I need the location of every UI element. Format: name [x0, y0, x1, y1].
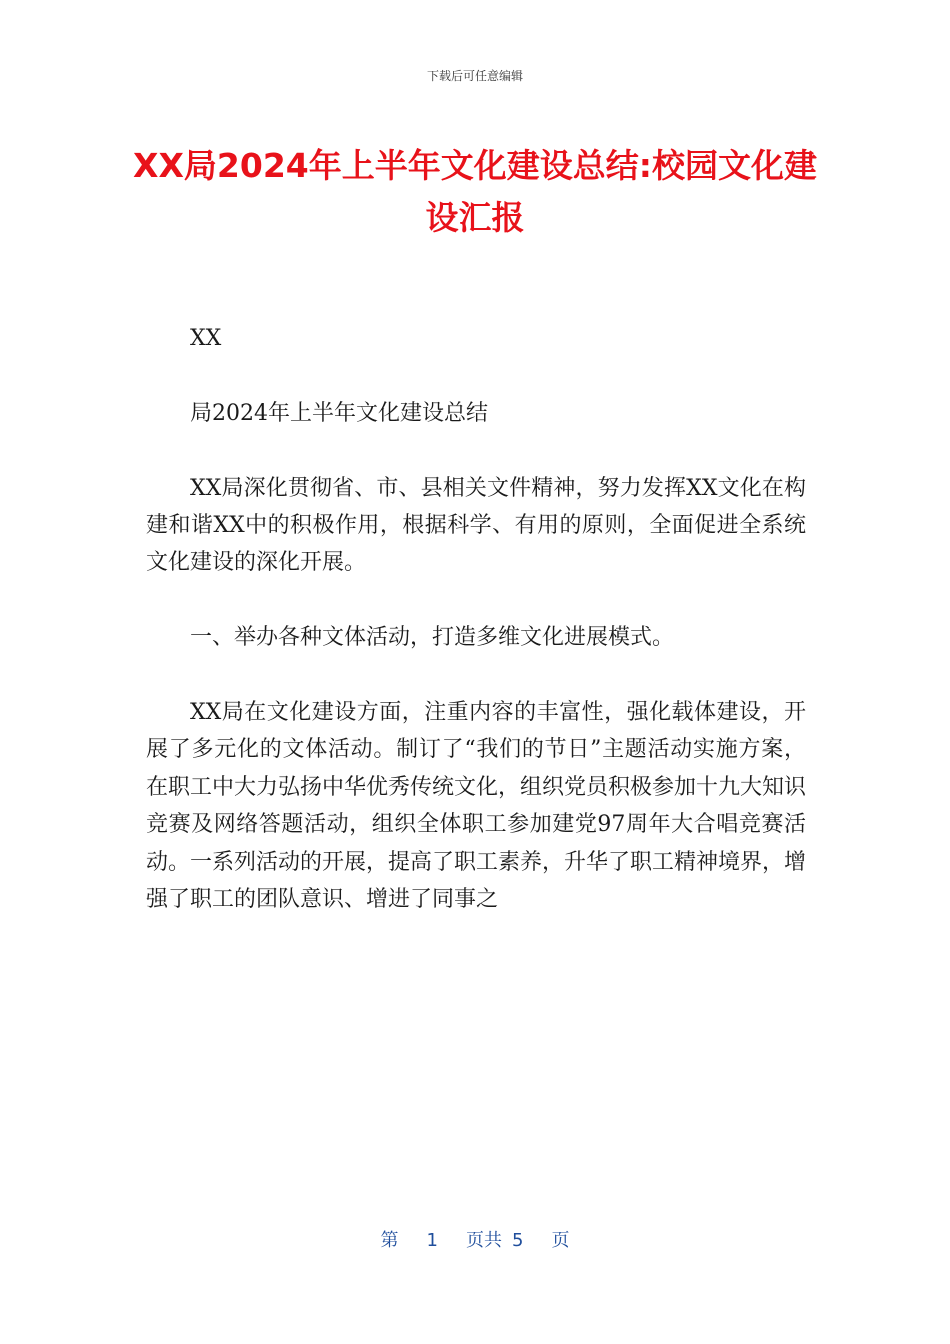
header-note: 下载后可任意编辑: [426, 69, 523, 83]
page-number: 1: [426, 1230, 438, 1251]
paragraph: XX: [190, 326, 222, 351]
paragraph: XX局在文化建设方面，注重内容的丰富性，强化载体建设，开展了多元化的文体活动。制订了“我们的节日”主题活动实施方案，在职工中大力弘扬中华优秀传统文化，组织党员积极参加十九大知识竞赛及网络答题活动，组织全体职工参加建党97周年大合唱竞赛活动。一系列活动的开展，提高了职工素养，升华了职工精神境界，增强了职工的团队意识、增进了同事之: [146, 700, 807, 913]
page-footer: [0, 1226, 950, 1252]
document-title: XX局2024年上半年文化建设总结:校园文化建设汇报: [133, 146, 817, 237]
paragraph: XX局深化贯彻省、市、县相关文件精神，努力发挥XX文化在构建和谐XX中的积极作用，根据科学、有用的原则，全面促进全系统文化建设的深化开展。: [146, 475, 806, 576]
page-label: 第: [380, 1230, 399, 1251]
paragraph: 局2024年上半年文化建设总结: [190, 400, 488, 426]
paragraph: 一、举办各种文体活动，打造多维文化进展模式。: [190, 625, 675, 651]
document-body: [146, 320, 806, 918]
page-suffix: 页: [551, 1230, 570, 1251]
total-prefix: 页共: [466, 1230, 502, 1251]
total-pages: 5: [512, 1230, 524, 1251]
